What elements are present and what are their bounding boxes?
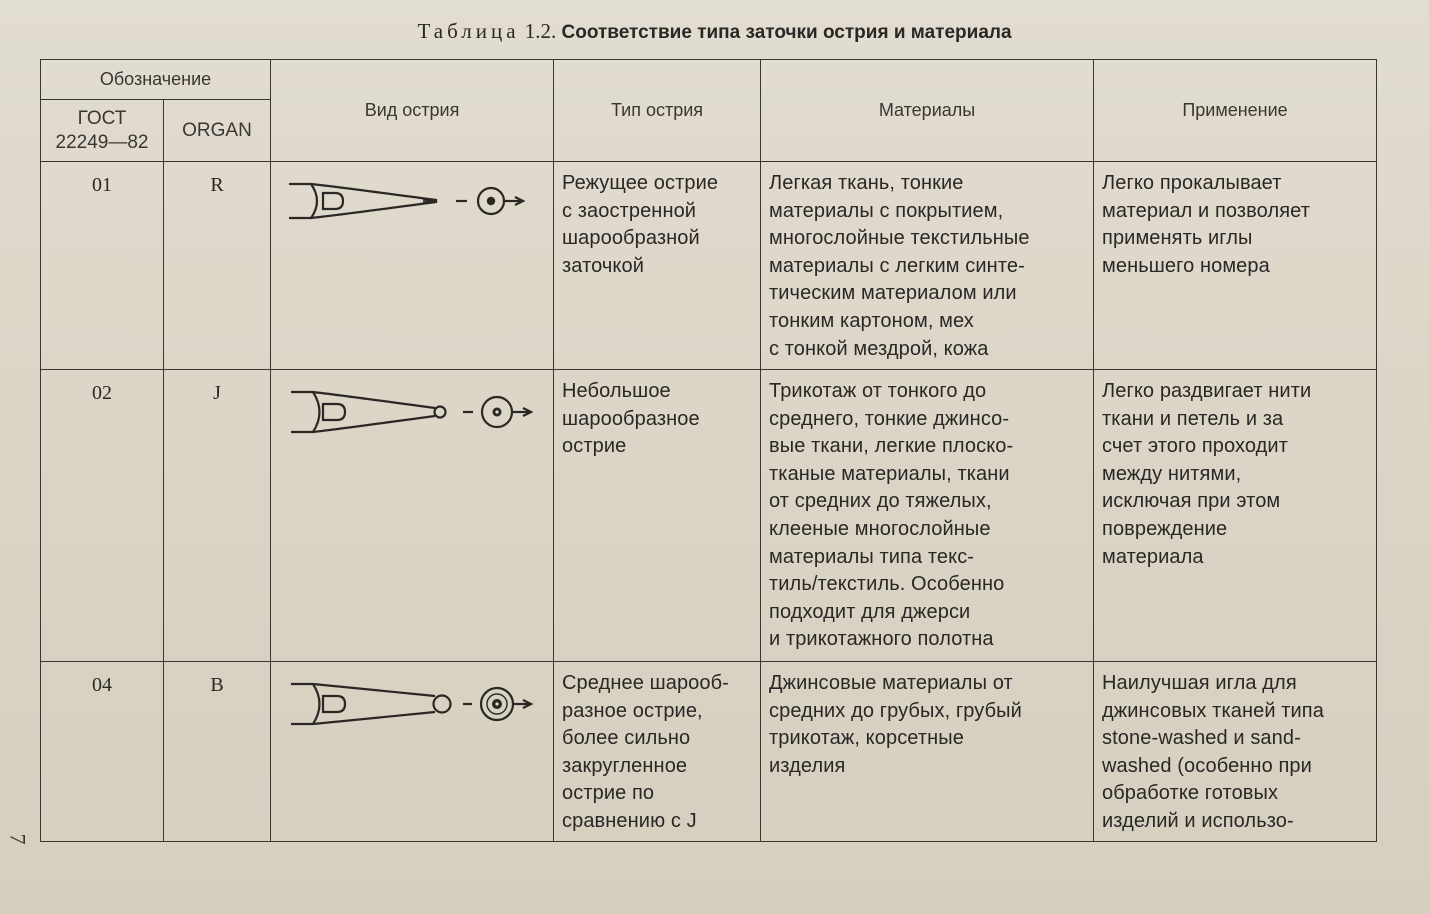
point-type-line: шарообразной <box>562 227 700 250</box>
point-type-line: Среднее шарооб- <box>562 672 729 694</box>
application-line: обработке готовых <box>1102 782 1279 805</box>
caption-label: Таблица <box>417 19 520 43</box>
header-gost <box>41 100 164 162</box>
application-line: между нитями, <box>1102 462 1242 485</box>
point-view-cell <box>271 662 554 842</box>
application-line: Наилучшая игла для <box>1102 672 1297 694</box>
point-type-text <box>554 370 761 662</box>
application-line: меньшего номера <box>1102 254 1270 277</box>
application-line: washed (особенно при <box>1102 754 1312 777</box>
point-view-cell <box>271 162 554 370</box>
materials-line: многослойные текстильные <box>769 227 1030 250</box>
table-row <box>41 370 1377 662</box>
gost-code: 02 <box>41 370 164 662</box>
header-designation: Обозначение <box>41 60 271 100</box>
materials-line: вые ткани, легкие плоско- <box>769 435 1014 458</box>
header-point-type: Тип острия <box>554 60 761 162</box>
organ-code: R <box>164 162 271 370</box>
header-materials: Материалы <box>761 60 1094 162</box>
header-gost-line1: ГОСТ <box>77 107 127 129</box>
point-type-line: острие <box>562 435 627 458</box>
materials-line: клееные многослойные <box>769 517 991 540</box>
application-line: повреждение <box>1102 517 1228 540</box>
application-text <box>1094 162 1377 370</box>
application-line: Легко прокалывает <box>1102 172 1282 194</box>
application-line: джинсовых тканей типа <box>1102 699 1324 722</box>
application-line: изделий и использо- <box>1102 809 1294 832</box>
table-caption <box>0 19 1429 44</box>
point-type-line: более сильно <box>562 727 691 750</box>
materials-line: тканые материалы, ткани <box>769 462 1010 485</box>
materials-text <box>761 162 1094 370</box>
point-type-line: разное острие, <box>562 699 703 722</box>
caption-title: Соответствие типа заточки острия и материала <box>561 22 1012 43</box>
application-line: ткани и петель и за <box>1102 407 1284 430</box>
materials-line: среднего, тонкие джинсо- <box>769 407 1010 430</box>
application-line: материал и позволяет <box>1102 199 1310 222</box>
caption-number: 1.2. <box>524 19 557 43</box>
application-line: применять иглы <box>1102 227 1253 250</box>
materials-line: Трикотаж от тонкого до <box>769 380 987 402</box>
application-text <box>1094 370 1377 662</box>
point-type-text <box>554 662 761 842</box>
organ-code: B <box>164 662 271 842</box>
materials-line: с тонкой мездрой, кожа <box>769 337 989 360</box>
application-line: Легко раздвигает нити <box>1102 380 1312 402</box>
table-row <box>41 662 1377 842</box>
point-type-line: с заостренной <box>562 199 697 222</box>
application-line: исключая при этом <box>1102 490 1281 513</box>
table-row <box>41 162 1377 370</box>
application-line: материала <box>1102 545 1204 568</box>
header-application: Применение <box>1094 60 1377 162</box>
small-ball-point-needle-icon <box>271 370 554 460</box>
gost-code: 01 <box>41 162 164 370</box>
header-gost-line2: 22249—82 <box>55 131 149 153</box>
point-type-line: заточкой <box>562 254 644 277</box>
materials-text <box>761 662 1094 842</box>
point-type-line: Режущее острие <box>562 172 719 194</box>
point-type-line: шарообразное <box>562 407 700 430</box>
materials-line: и трикотажного полотна <box>769 628 994 651</box>
needle-point-table <box>40 59 1376 842</box>
point-type-line: сравнению с J <box>562 809 697 832</box>
point-view-cell <box>271 370 554 662</box>
gost-code: 04 <box>41 662 164 842</box>
organ-code: J <box>164 370 271 662</box>
medium-ball-point-needle-icon <box>271 662 554 752</box>
materials-line: тонким картоном, мех <box>769 309 974 332</box>
point-type-line: Небольшое <box>562 380 671 402</box>
materials-line: средних до грубых, грубый <box>769 699 1022 722</box>
materials-line: материалы типа текс- <box>769 545 975 568</box>
header-organ: ORGAN <box>164 100 271 162</box>
materials-line: подходит для джерси <box>769 600 971 623</box>
application-text <box>1094 662 1377 842</box>
application-line: stone-washed и sand- <box>1102 727 1301 750</box>
point-type-line: острие по <box>562 782 655 805</box>
cutting-point-needle-icon <box>271 162 554 252</box>
materials-line: Джинсовые материалы от <box>769 672 1013 694</box>
point-type-line: закругленное <box>562 754 688 777</box>
page-number: 7 <box>5 833 31 845</box>
materials-line: изделия <box>769 754 846 777</box>
materials-line: материалы с легким синте- <box>769 254 1025 277</box>
materials-line: тиль/текстиль. Особенно <box>769 573 1005 596</box>
materials-line: трикотаж, корсетные <box>769 727 964 750</box>
materials-line: от средних до тяжелых, <box>769 490 992 513</box>
application-line: счет этого проходит <box>1102 435 1288 458</box>
point-type-text <box>554 162 761 370</box>
materials-text <box>761 370 1094 662</box>
materials-line: материалы с покрытием, <box>769 199 1004 222</box>
materials-line: Легкая ткань, тонкие <box>769 172 964 194</box>
materials-line: тическим материалом или <box>769 282 1017 305</box>
header-point-view: Вид острия <box>271 60 554 162</box>
